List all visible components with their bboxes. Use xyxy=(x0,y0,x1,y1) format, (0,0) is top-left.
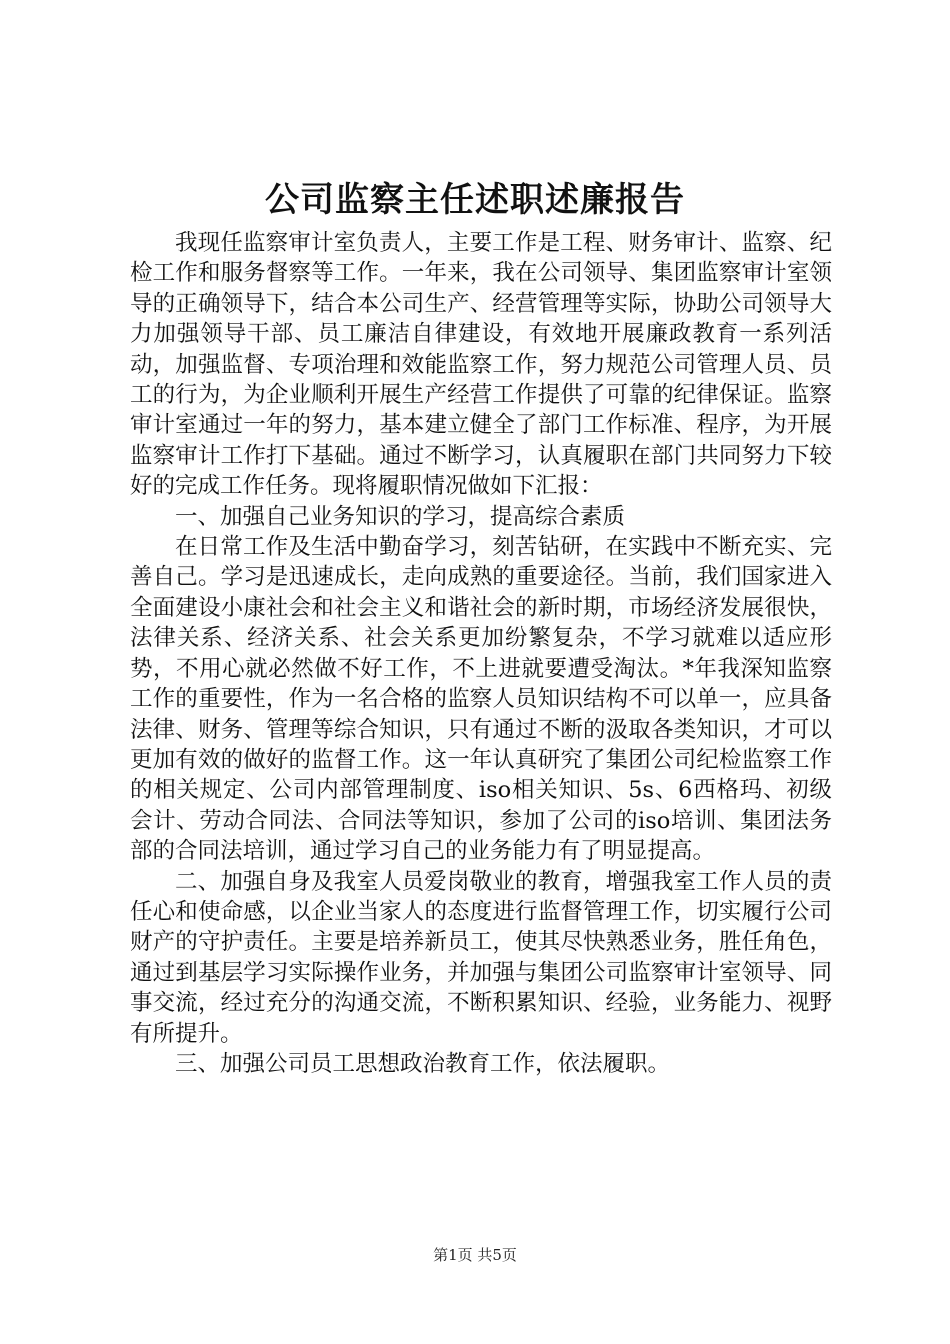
section-3-heading: 三、加强公司员工思想政治教育工作，依法履职。 xyxy=(175,1050,671,1077)
section-1-paragraph: 在日常工作及生活中勤奋学习，刻苦钻研，在实践中不断充实、完善自己。学习是迅速成长，走向成熟的重要途径。当前，我们国家进入全面建设小康社会和社会主义和谐社会的新时期，市场经济发展很快，法律关系、经济关系、社会关系更加纷繁复杂，不学习就难以适应形势，不用心就必然做不好工作，不上进就要遭受淘汰。*年我深知监察工作的重要性，作为一名合格的监察人员知识结构不可以单一，应具备法律、财务、管理等综合知识，只有通过不断的汲取各类知识，才可以更加有效的做好的监督工作。这一年认真研究了集团公司纪检监察工作的相关规定、公司内部管理制度、iso相关知识、5s、6西格玛、初级会计、劳动合同法、合同法等知识，参加了公司的iso培训、集团法务部的合同法培训，通过学习自己的业务能力有了明显提高。 xyxy=(130,534,832,865)
document-body xyxy=(130,228,832,1079)
intro-paragraph: 我现任监察审计室负责人，主要工作是工程、财务审计、监察、纪检工作和服务督察等工作。一年来，我在公司领导、集团监察审计室领导的正确领导下，结合本公司生产、经营管理等实际，协助公司领导大力加强领导干部、员工廉洁自律建设，有效地开展廉政教育一系列活动，加强监督、专项治理和效能监察工作，努力规范公司管理人员、员工的行为，为企业顺利开展生产经营工作提供了可靠的纪律保证。监察审计室通过一年的努力，基本建立健全了部门工作标准、程序，为开展监察审计工作打下基础。通过不断学习，认真履职在部门共同努力下较好的完成工作任务。现将履职情况做如下汇报： xyxy=(130,230,832,500)
section-1-heading: 一、加强自己业务知识的学习，提高综合素质 xyxy=(175,503,626,530)
section-2-paragraph: 二、加强自身及我室人员爱岗敬业的教育，增强我室工作人员的责任心和使命感，以企业当家人的态度进行监督管理工作，切实履行公司财产的守护责任。主要是培养新员工，使其尽快熟悉业务，胜任角色，通过到基层学习实际操作业务，并加强与集团公司监察审计室领导、同事交流，经过充分的沟通交流，不断积累知识、经验，业务能力、视野有所提升。 xyxy=(130,868,832,1047)
document-title: 公司监察主任述职述廉报告 xyxy=(265,180,685,220)
page-number-footer: 第1页 共5页 xyxy=(433,1246,517,1264)
